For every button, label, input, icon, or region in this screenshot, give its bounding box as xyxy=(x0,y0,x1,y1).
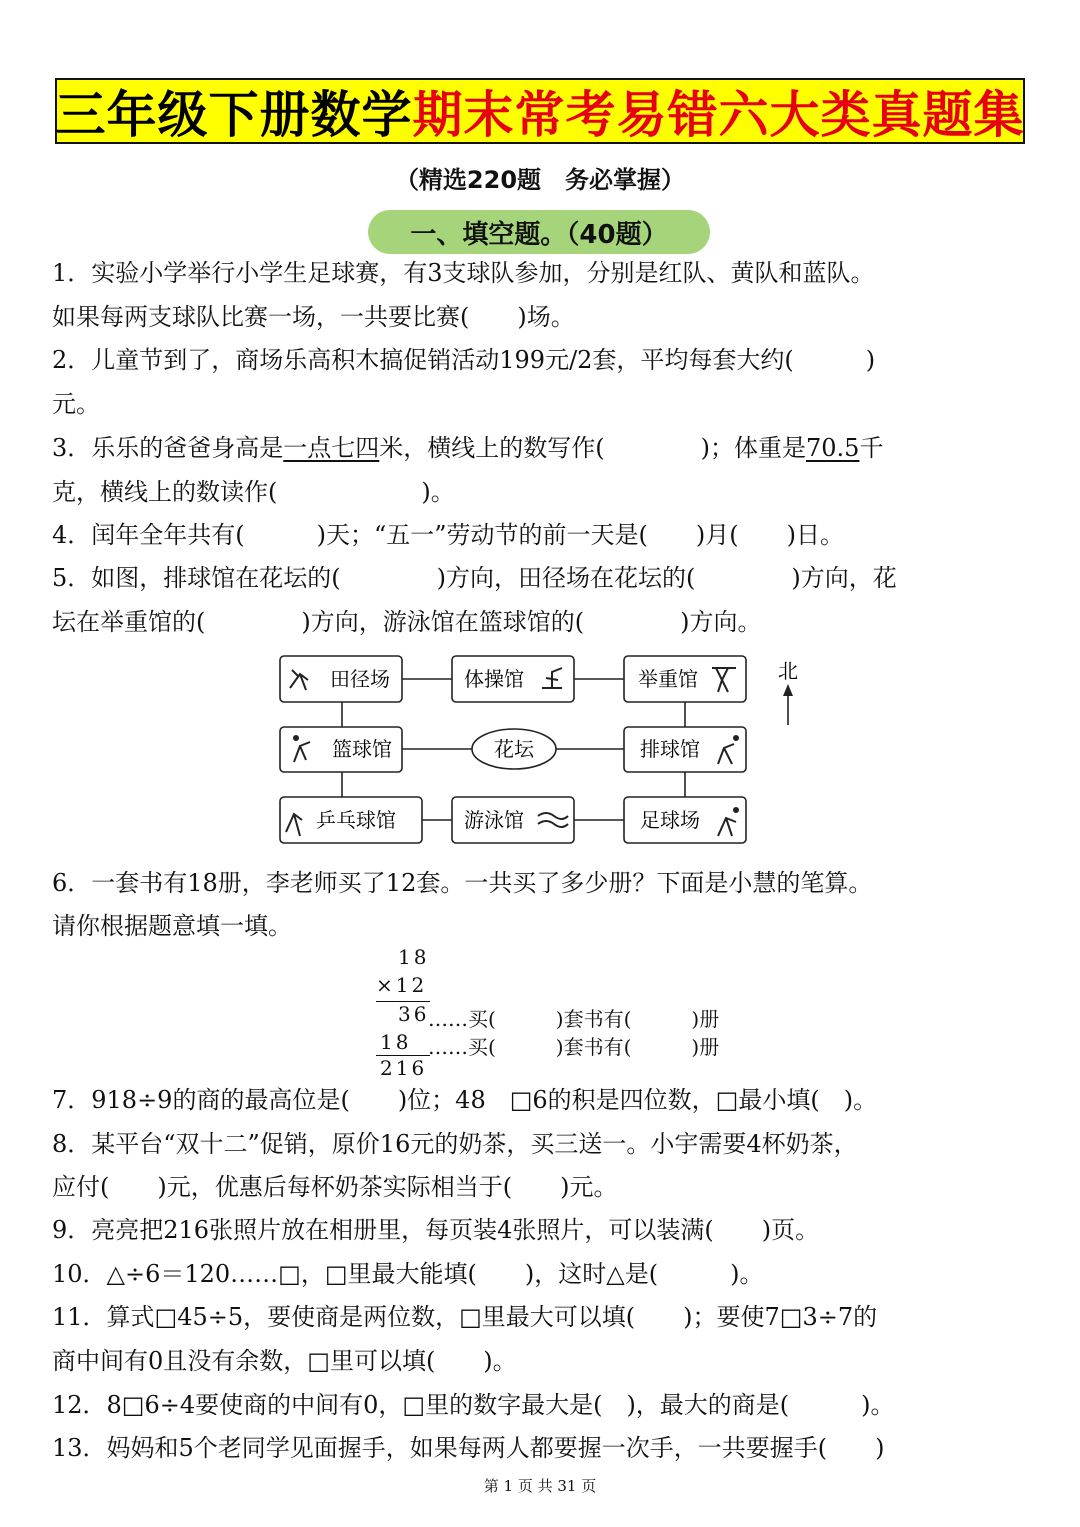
question-1-line-2: 如果每两支球队比赛一场，一共要比赛( )场。 xyxy=(52,303,575,331)
calc-row-5: 216 xyxy=(380,1056,428,1080)
label-tianjing: 田径场 xyxy=(330,667,390,691)
calc-note-1: ……买( )套书有( )册 xyxy=(428,1007,720,1031)
label-zuqiu: 足球场 xyxy=(640,808,700,832)
q3-text-b: 米，横线上的数写作( )；体重是 xyxy=(379,434,807,462)
box-youyong xyxy=(452,797,574,843)
label-paiqiu: 排球馆 xyxy=(640,737,700,761)
question-1-line-1: 1．实验小学举行小学生足球赛，有3支球队参加，分别是红队、黄队和蓝队。 xyxy=(52,259,875,287)
calc-row-2: ×12 xyxy=(376,973,428,997)
q3-text-a: 3．乐乐的爸爸身高是 xyxy=(52,434,284,462)
label-ticao: 体操馆 xyxy=(464,667,524,691)
calc-row-1: 18 xyxy=(398,945,430,969)
box-huatan xyxy=(472,729,556,769)
box-paiqiu xyxy=(624,727,746,772)
title-red-part: 期末常考易错六大类真题集 xyxy=(412,86,1025,144)
q3-underlined-weight: 70.5 xyxy=(806,434,860,462)
question-3-line-2: 克，横线上的数读作( )。 xyxy=(52,478,455,506)
page-footer: 第 1 页 共 31 页 xyxy=(483,1477,597,1495)
box-tianjing xyxy=(280,656,402,702)
box-ticao xyxy=(452,656,574,702)
question-3-line-1 xyxy=(52,433,883,463)
subtitle: （精选220题 务必掌握） xyxy=(394,166,686,194)
question-10: 10．△÷6＝120……□，□里最大能填( )，这时△是( )。 xyxy=(52,1260,764,1288)
calc-note-2: ……买( )套书有( )册 xyxy=(428,1035,720,1059)
north-label: 北 xyxy=(778,659,798,683)
question-8-line-2: 应付( )元，优惠后每杯奶茶实际相当于( )元。 xyxy=(52,1173,618,1201)
calc-row-4: 18 xyxy=(380,1030,412,1054)
label-juzhong: 举重馆 xyxy=(638,667,698,691)
section-heading: 一、填空题。（40题） xyxy=(368,210,710,254)
label-youyong: 游泳馆 xyxy=(464,808,524,832)
label-huatan: 花坛 xyxy=(494,737,534,761)
venue-map-diagram xyxy=(270,650,830,850)
q3-text-c: 千 xyxy=(859,434,884,462)
box-juzhong xyxy=(624,656,746,702)
q3-underlined-height: 一点七四 xyxy=(283,434,380,462)
question-8-line-1: 8．某平台“双十二”促销，原价16元的奶茶，买三送一。小宇需要4杯奶茶， xyxy=(52,1130,858,1158)
question-13: 13．妈妈和5个老同学见面握手，如果每两人都要握一次手，一共要握手( ) xyxy=(52,1434,885,1462)
label-pingpang: 乒乓球馆 xyxy=(316,808,396,832)
question-2-line-1: 2．儿童节到了，商场乐高积木搞促销活动199元/2套，平均每套大约( ) xyxy=(52,346,876,374)
question-2-line-2: 元。 xyxy=(52,390,100,418)
question-11-line-1: 11．算式□45÷5，要使商是两位数，□里最大可以填( )；要使7□3÷7的 xyxy=(52,1303,878,1331)
title-black-part: 三年级下册数学 xyxy=(55,86,413,144)
question-4: 4．闰年全年共有( )天；“五一”劳动节的前一天是( )月( )日。 xyxy=(52,521,844,549)
question-6-line-1: 6．一套书有18册，李老师买了12套。一共买了多少册？下面是小慧的笔算。 xyxy=(52,869,873,897)
label-lanqiu: 篮球馆 xyxy=(332,737,392,761)
question-6-line-2: 请你根据题意填一填。 xyxy=(52,912,292,940)
box-lanqiu xyxy=(280,727,402,772)
question-11-line-2: 商中间有0且没有余数，□里可以填( )。 xyxy=(52,1347,517,1375)
north-arrow-icon xyxy=(783,684,793,696)
question-9: 9．亮亮把216张照片放在相册里，每页装4张照片，可以装满( )页。 xyxy=(52,1216,820,1244)
box-pingpang xyxy=(280,797,422,843)
question-7: 7．918÷9的商的最高位是( )位；48 □6的积是四位数，□最小填( )。 xyxy=(52,1086,878,1114)
question-5-line-1: 5．如图，排球馆在花坛的( )方向，田径场在花坛的( )方向，花 xyxy=(52,564,897,592)
document-title xyxy=(55,78,1025,144)
vertical-multiplication xyxy=(370,945,790,1080)
question-5-line-2: 坛在举重馆的( )方向，游泳馆在篮球馆的( )方向。 xyxy=(52,608,762,636)
calc-row-3: 36 xyxy=(398,1002,430,1026)
question-12: 12．8□6÷4要使商的中间有0，□里的数字最大是( )，最大的商是( )。 xyxy=(52,1391,895,1419)
box-zuqiu xyxy=(624,797,746,843)
